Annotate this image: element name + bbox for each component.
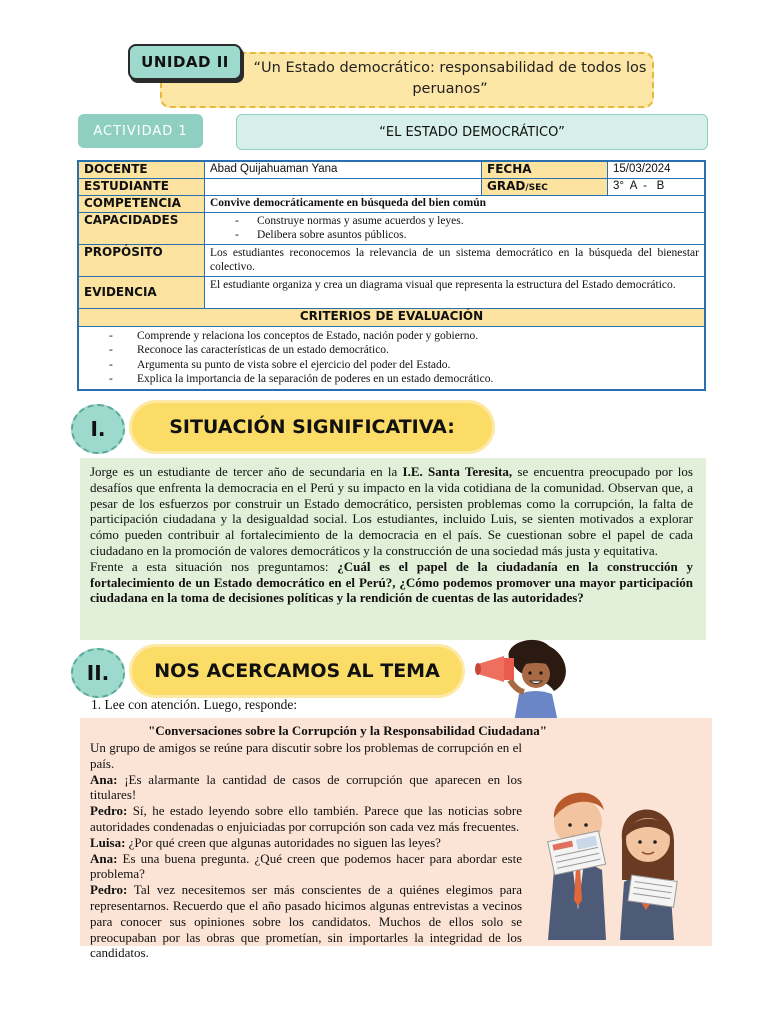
competencia-value: Convive democráticamente en búsqueda del bien común: [205, 195, 706, 212]
speaker: Luisa:: [90, 834, 126, 850]
criterio-item: - Argumenta su punto de vista sobre el ejercicio del poder del Estado.: [109, 358, 704, 373]
info-table: [77, 160, 706, 391]
unidad-label: UNIDAD II: [128, 44, 242, 80]
situacion-p1-b: se encuentra preocupado por los desafíos que enfrenta la democracia en el Perú y su impacto en la vida cotidiana de la comunidad. Observan que, a pesar de los esfuerzos por construir un Estado democrático, persisten problemas como la corrupción, la falta de participación ciudadana y la desigualdad social. Los estudiantes, incluido Luis, se sienten motivados a explorar cómo pueden contribuir al fortalecimiento de la democracia en el país. Se cuestionan sobre el papel de cada ciudadano en la promoción de valores democráticos y la construcción de una sociedad más justa y equitativa.: [90, 464, 693, 558]
dialogue-line: [90, 835, 522, 851]
fecha-value: 15/03/2024: [608, 161, 706, 178]
criterio-item: - Explica la importancia de la separación de poderes en un estado democrático.: [109, 372, 704, 387]
unidad-title: “Un Estado democrático: responsabilidad de todos los peruanos”: [253, 60, 647, 97]
docente-label: DOCENTE: [78, 161, 205, 178]
speaker: Pedro:: [90, 803, 128, 819]
fecha-label: FECHA: [482, 161, 608, 178]
conversation-intro: Un grupo de amigos se reúne para discutir sobre los problemas de corrupción en el país.: [90, 740, 522, 771]
megaphone-girl-illustration: [474, 636, 574, 722]
competencia-label: COMPETENCIA: [78, 195, 205, 212]
speaker: Ana:: [90, 771, 118, 787]
speaker: Pedro:: [90, 882, 128, 898]
criterio-item: - Comprende y relaciona los conceptos de Estado, nación poder y gobierno.: [109, 329, 704, 344]
situacion-questions: ¿Cuál es el papel de la ciudadanía en la construcción y fortalecimiento de un Estado democrático en el Perú?, ¿Cómo podemos promover una mayor participación ciudadana en la toma de decisiones políticas y la rendición de cuentas de las autoridades?: [90, 558, 693, 606]
situacion-p2-a: Frente a esta situación nos preguntamos:: [90, 558, 338, 574]
evidencia-label: EVIDENCIA: [78, 276, 205, 308]
estudiante-value[interactable]: [205, 178, 482, 195]
proposito-value: Los estudiantes reconocemos la relevancia de un sistema democrático en la búsqueda del bienestar colectivo.: [205, 244, 706, 276]
section-1-title: SITUACIÓN SIGNIFICATIVA:: [132, 403, 492, 451]
actividad-title: “EL ESTADO DEMOCRÁTICO”: [236, 114, 708, 150]
section-1-number: I.: [71, 404, 125, 454]
capacidades-label: CAPACIDADES: [78, 212, 205, 244]
conversation-text: [90, 740, 522, 961]
dialogue-line: [90, 882, 522, 961]
criterio-item: - Reconoce las características de un estado democrático.: [109, 343, 704, 358]
docente-value: Abad Quijahuaman Yana: [205, 161, 482, 178]
capacidad-item: - Construye normas y asume acuerdos y leyes.: [235, 214, 699, 229]
evidencia-value: El estudiante organiza y crea un diagrama visual que representa la estructura del Estado democrático.: [205, 276, 706, 308]
dialogue-text: ¿Por qué creen que algunas autoridades no siguen las leyes?: [125, 834, 441, 850]
grad-label: GRAD: [487, 178, 526, 193]
dialogue-line: [90, 851, 522, 883]
capacidad-item: - Delibera sobre asuntos públicos.: [235, 228, 699, 243]
estudiante-label: ESTUDIANTE: [78, 178, 205, 195]
dialogue-text: Sí, he estado leyendo sobre ello también. Parece que las noticias sobre autoridades condenadas o enjuiciadas por corrupción son cada vez más frecuentes.: [90, 803, 522, 834]
section-2-title: NOS ACERCAMOS AL TEMA: [132, 647, 462, 695]
dialogue-text: ¡Es alarmante la cantidad de casos de corrupción que aparecen en los titulares!: [90, 771, 522, 803]
criterios-list: [78, 326, 705, 390]
proposito-label: PROPÓSITO: [78, 244, 205, 276]
speaker: Ana:: [90, 850, 118, 866]
school-name: I.E. Santa Teresita,: [402, 464, 513, 479]
criterios-header: CRITERIOS DE EVALUACIÓN: [78, 308, 705, 326]
situacion-text: [90, 464, 693, 606]
grad-sec-value: 3° A - B: [608, 178, 706, 195]
section-2-number: II.: [71, 648, 125, 698]
dialogue-line: [90, 772, 522, 804]
instruction: 1. Lee con atención. Luego, responde:: [91, 697, 298, 712]
conversation-title: "Conversaciones sobre la Corrupción y la Responsabilidad Ciudadana": [148, 723, 547, 738]
dialogue-line: [90, 803, 522, 835]
dialogue-text: Tal vez necesitemos ser más conscientes de a quiénes elegimos para representarnos. Recuerdo que el año pasado hicimos algunas entrevistas a vecinos para conocer sus opiniones sobre los candidatos. Muchos de ellos solo se preocupaban por las obras que prometían, sin importarles la integridad de los candidatos.: [90, 882, 522, 961]
sec-label: /SEC: [525, 182, 548, 193]
actividad-label: ACTIVIDAD 1: [78, 114, 203, 148]
students-reading-illustration: [528, 770, 698, 940]
grad-sec-label: [482, 178, 608, 195]
capacidades-value: [205, 212, 706, 244]
dialogue-text: Es una buena pregunta. ¿Qué creen que podemos hacer para abordar este problema?: [90, 850, 522, 882]
situacion-p1-a: Jorge es un estudiante de tercer año de secundaria en la: [90, 464, 403, 479]
